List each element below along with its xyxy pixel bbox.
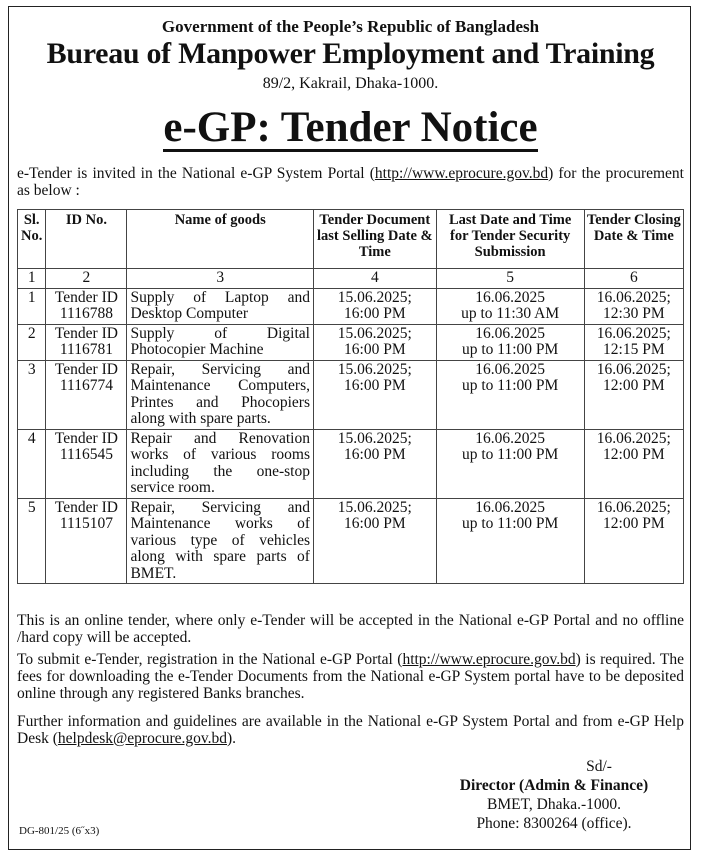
row-tender-id: Tender ID 1116788 [46,288,127,324]
submission-text-after: ) is required. The fees for downloading the e-Tender Documents from the National e-GP System portal have to be deposited online through any registered Banks branches. [17,651,684,702]
row-selling [313,288,436,324]
header-security: Last Date and Time for Tender Security Submission [436,210,584,269]
table-row [18,498,684,584]
security-time: up to 11:00 PM [461,515,559,532]
row-goods: Repair and Renovation works of various rooms including the one-stop service room. [127,429,314,498]
closing-date: 16.06.2025; [596,288,671,306]
header-sl: Sl. No. [18,210,46,269]
security-time: up to 11:00 PM [461,446,559,463]
intro-text-before: e-Tender is invited in the National e-GP System Portal ( [17,165,375,182]
closing-date: 16.06.2025; [596,324,671,342]
notice-title: e-GP: Tender Notice [163,104,538,151]
row-selling [313,360,436,429]
table-row [18,360,684,429]
submission-text-before: To submit e-Tender, registration in the National e-GP Portal ( [17,651,403,668]
row-tender-id: Tender ID 1116545 [46,429,127,498]
security-date: 16.06.2025 [475,498,546,516]
column-number-row [18,269,684,289]
row-closing [584,288,683,324]
selling-date: 15.06.2025; [337,498,412,516]
row-sl: 2 [18,324,46,360]
closing-date: 16.06.2025; [596,498,671,516]
closing-time: 12:00 PM [603,377,665,394]
selling-time: 16:00 PM [344,377,406,394]
closing-time: 12:00 PM [603,446,665,463]
row-selling [313,498,436,584]
selling-time: 16:00 PM [344,305,406,322]
signature-designation: Director (Admin & Finance) [459,777,649,794]
row-goods: Repair, Servicing and Maintenance Computers, Printes and Phocopiers along with spare parts. [127,360,314,429]
table-row [18,288,684,324]
signature-sd: Sd/- [586,758,612,775]
header-selling: Tender Document last Selling Date & Time [313,210,436,269]
security-time: up to 11:00 PM [461,341,559,358]
closing-date: 16.06.2025; [596,429,671,447]
selling-time: 16:00 PM [344,341,406,358]
security-date: 16.06.2025 [475,360,546,378]
selling-time: 16:00 PM [344,446,406,463]
security-date: 16.06.2025 [475,429,546,447]
government-heading: Government of the People’s Republic of Bangladesh [161,17,540,36]
row-goods: Repair, Servicing and Maintenance works of various type of vehicles along with spare parts of BMET. [127,498,314,584]
row-security [436,429,584,498]
row-sl: 1 [18,288,46,324]
row-selling [313,324,436,360]
row-goods: Supply of Digital Photocopier Machine [127,324,314,360]
notice-frame [8,6,691,850]
closing-time: 12:30 PM [603,305,665,322]
row-closing [584,429,683,498]
selling-time: 16:00 PM [344,515,406,532]
table-row [18,429,684,498]
signature-phone: Phone: 8300264 (office). [476,815,632,832]
footer-code: DG-801/25 (6˝x3) [19,825,100,837]
row-closing [584,498,683,584]
security-date: 16.06.2025 [475,288,546,306]
helpdesk-email-link[interactable]: helpdesk@eprocure.gov.bd [57,730,227,747]
info-paragraph [17,713,684,747]
header-id: ID No. [46,210,127,269]
security-time: up to 11:30 AM [461,305,560,322]
column-number: 1 [18,269,46,289]
selling-date: 15.06.2025; [337,324,412,342]
info-text-after: ). [226,730,237,747]
security-date: 16.06.2025 [475,324,546,342]
table-row [18,324,684,360]
column-number: 4 [313,269,436,289]
row-tender-id: Tender ID 1115107 [46,498,127,584]
row-sl: 4 [18,429,46,498]
selling-date: 15.06.2025; [337,288,412,306]
online-tender-paragraph: This is an online tender, where only e-Tender will be accepted in the National e-GP Portal and no offline /hard copy will be accepted. [17,612,684,646]
row-selling [313,429,436,498]
row-security [436,324,584,360]
row-goods: Supply of Laptop and Desktop Computer [127,288,314,324]
closing-time: 12:00 PM [603,515,665,532]
column-number: 6 [584,269,683,289]
bureau-name: Bureau of Manpower Employment and Training [46,37,655,70]
bureau-address: 89/2, Kakrail, Dhaka-1000. [262,75,439,92]
row-tender-id: Tender ID 1116774 [46,360,127,429]
eprocure-link-submit[interactable]: http://www.eprocure.gov.bd [402,651,576,668]
intro-paragraph [17,165,684,199]
row-security [436,498,584,584]
table-header-row [18,210,684,269]
column-number: 2 [46,269,127,289]
row-sl: 3 [18,360,46,429]
tender-table [17,209,684,584]
row-security [436,360,584,429]
row-sl: 5 [18,498,46,584]
selling-date: 15.06.2025; [337,360,412,378]
header-goods: Name of goods [127,210,314,269]
eprocure-link[interactable]: http://www.eprocure.gov.bd [374,165,549,182]
column-number: 3 [127,269,314,289]
row-closing [584,324,683,360]
selling-date: 15.06.2025; [337,429,412,447]
submission-paragraph [17,651,684,702]
notice-title-wrap [9,103,692,152]
intro-text-after: ) for the procurement as below : [17,165,684,199]
closing-time: 12:15 PM [603,341,665,358]
signature-block [429,757,679,833]
security-time: up to 11:00 PM [461,377,559,394]
row-tender-id: Tender ID 1116781 [46,324,127,360]
row-security [436,288,584,324]
closing-date: 16.06.2025; [596,360,671,378]
info-text-before: Further information and guidelines are available in the National e-GP System Portal and from e-GP Help Desk ( [17,713,684,747]
header-closing: Tender Closing Date & Time [584,210,683,269]
signature-office: BMET, Dhaka.-1000. [486,796,622,813]
column-number: 5 [436,269,584,289]
row-closing [584,360,683,429]
